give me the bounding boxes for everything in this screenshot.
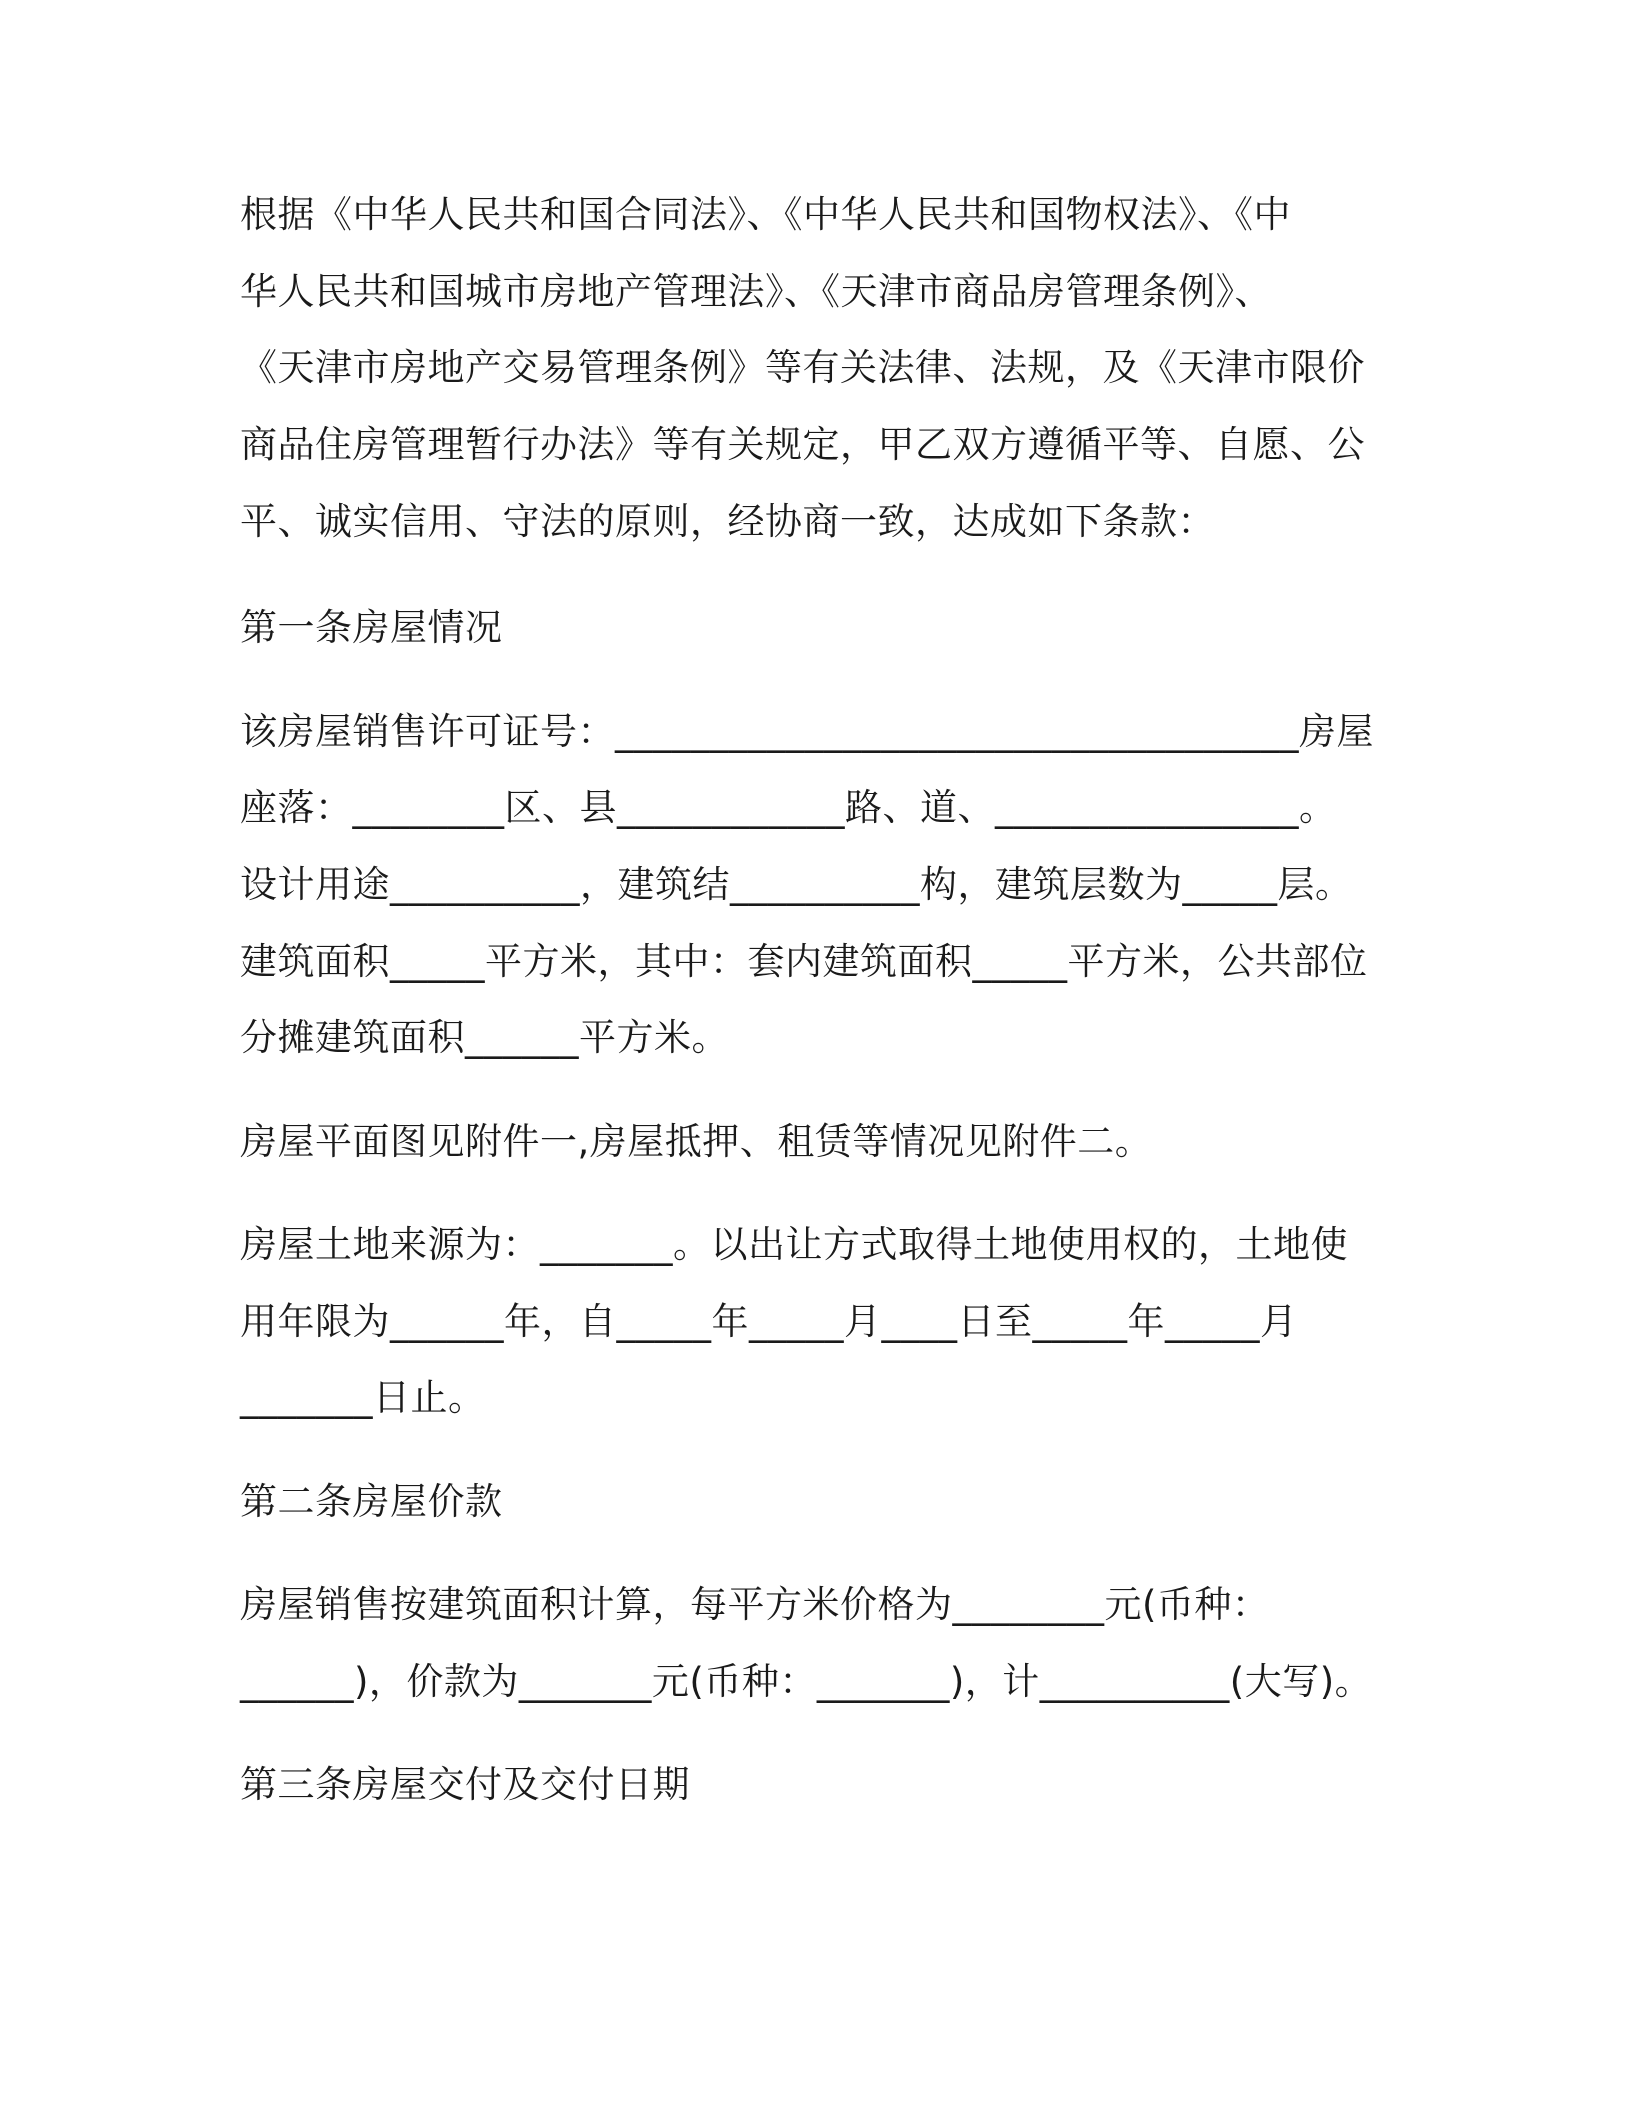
article-1-land-line: 用年限为______年，自_____年_____月____日至_____年_____月	[240, 1300, 1298, 1343]
article-1-detail-line: 设计用途__________，建筑结__________构，建筑层数为_____层。	[240, 863, 1353, 906]
article-1-detail-line: 座落：________区、县____________路、道、________________。	[240, 786, 1337, 829]
preamble-line: 根据《中华人民共和国合同法》、《中华人民共和国物权法》、《中	[240, 193, 1291, 236]
article-2-price-line: ______)，价款为_______元(币种：_______)，计__________(大写)。	[240, 1660, 1373, 1703]
article-2-price-line: 房屋销售按建筑面积计算，每平方米价格为________元(币种：	[240, 1583, 1270, 1626]
preamble-line: 平、诚实信用、守法的原则，经协商一致，达成如下条款：	[240, 500, 1215, 543]
article-1-detail-line: 该房屋销售许可证号：____________________________________房屋	[240, 710, 1374, 753]
preamble-line: 《天津市房地产交易管理条例》等有关法律、法规，及《天津市限价	[240, 346, 1365, 389]
article-3-heading: 第三条房屋交付及交付日期	[240, 1763, 690, 1806]
preamble-line: 商品住房管理暂行办法》等有关规定，甲乙双方遵循平等、自愿、公	[240, 423, 1365, 466]
article-1-land-line: _______日止。	[240, 1376, 486, 1419]
preamble-line: 华人民共和国城市房地产管理法》、《天津市商品房管理条例》、	[240, 270, 1272, 313]
article-1-detail-line: 分摊建筑面积______平方米。	[240, 1016, 729, 1059]
article-1-attachments: 房屋平面图见附件一,房屋抵押、租赁等情况见附件二。	[240, 1120, 1153, 1163]
article-1-land-line: 房屋土地来源为：_______。以出让方式取得土地使用权的，土地使	[240, 1223, 1348, 1266]
article-1-heading: 第一条房屋情况	[240, 606, 503, 649]
article-1-detail-line: 建筑面积_____平方米，其中：套内建筑面积_____平方米，公共部位	[240, 940, 1368, 983]
article-2-heading: 第二条房屋价款	[240, 1480, 503, 1523]
